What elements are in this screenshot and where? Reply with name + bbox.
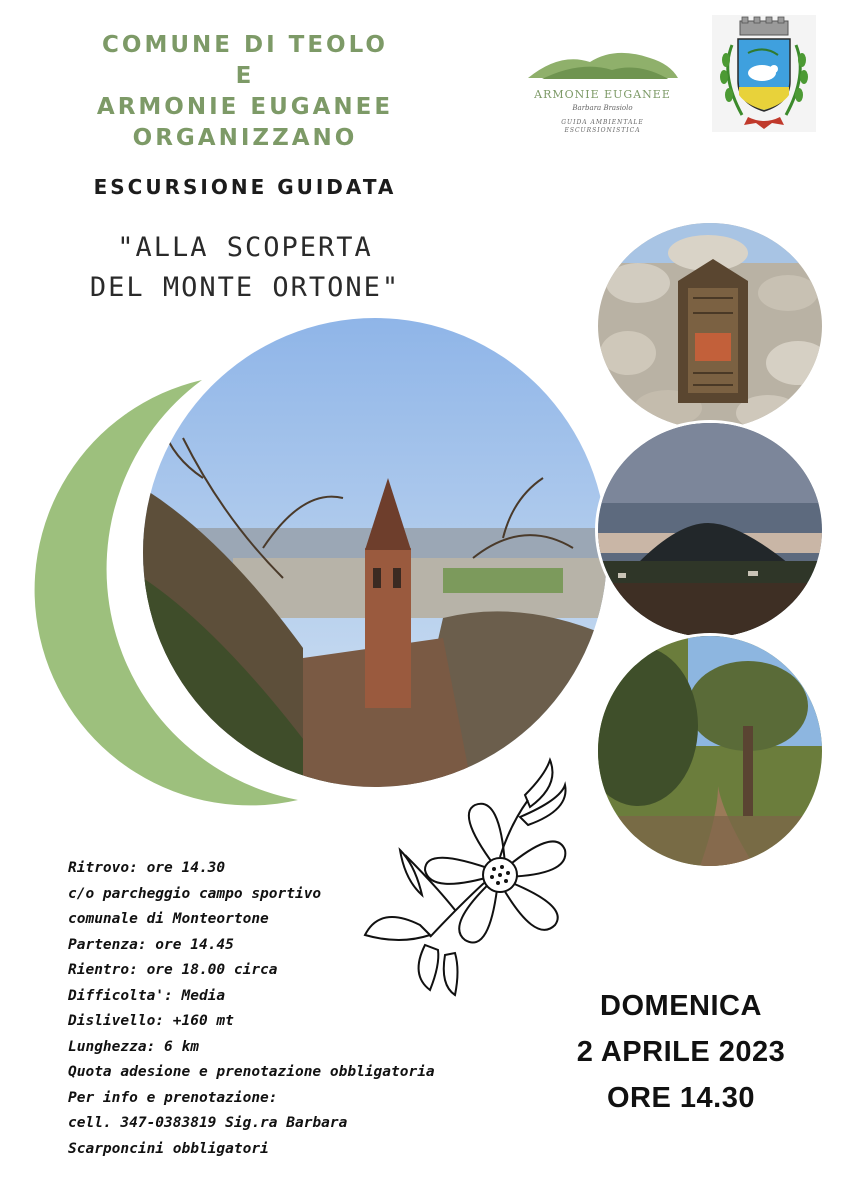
date-day: 2 APRILE 2023: [576, 1036, 786, 1068]
logo-brand: ARMONIE EUGANEE: [534, 88, 671, 101]
photo-woodland-path: [595, 633, 825, 869]
organizer-line-1: COMUNE DI TEOLO: [102, 32, 388, 58]
title-line-2: DEL MONTE ORTONE": [89, 272, 401, 303]
event-title: [50, 228, 440, 308]
photo-monte-ortone-hill: [595, 420, 825, 640]
armonie-euganee-logo: [520, 40, 685, 140]
info-meeting-place-1: c/o parcheggio campo sportivo: [68, 885, 322, 902]
date-weekday: DOMENICA: [600, 990, 762, 1022]
organizer-line-2: E: [235, 63, 255, 89]
main-photo-bell-tower: [140, 315, 610, 790]
logo-role-line-1: GUIDA AMBIENTALE: [561, 119, 644, 126]
event-info-list: [68, 856, 468, 1162]
date-time: ORE 14.30: [607, 1082, 755, 1114]
organizer-line-4: ORGANIZZANO: [132, 125, 358, 151]
info-elevation: Dislivello: +160 mt: [68, 1013, 234, 1029]
logo-owner: Barbara Brasiolo: [572, 104, 633, 112]
info-phone: cell. 347-0383819 Sig.ra Barbara: [68, 1115, 348, 1131]
logo-role-line-2: ESCURSIONISTICA: [564, 127, 641, 134]
info-departure: Partenza: ore 14.45: [68, 936, 234, 953]
organizer-line-3: ARMONIE EUGANEE: [96, 94, 394, 120]
info-boots-required: Scarponcini obbligatori: [68, 1140, 269, 1157]
info-difficulty: Difficolta': Media: [68, 987, 226, 1004]
info-return: Rientro: ore 18.00 circa: [68, 962, 278, 978]
info-meeting-place-2: comunale di Monteortone: [68, 911, 269, 927]
event-date-block: [550, 983, 812, 1121]
organizers-heading: [60, 30, 430, 154]
title-line-1: "ALLA SCOPERTA: [117, 232, 373, 263]
logo-role: [520, 119, 685, 135]
photo-stone-wall-insect-hotel: [595, 220, 825, 432]
event-subtitle: ESCURSIONE GUIDATA: [93, 175, 397, 199]
info-fee-booking: Quota adesione e prenotazione obbligatoria: [68, 1064, 435, 1080]
info-contact-label: Per info e prenotazione:: [68, 1089, 278, 1106]
info-meeting-time: Ritrovo: ore 14.30: [68, 860, 226, 876]
info-length: Lunghezza: 6 km: [68, 1038, 199, 1055]
hills-logo-icon: [520, 40, 685, 88]
coat-of-arms-icon: [712, 15, 816, 132]
